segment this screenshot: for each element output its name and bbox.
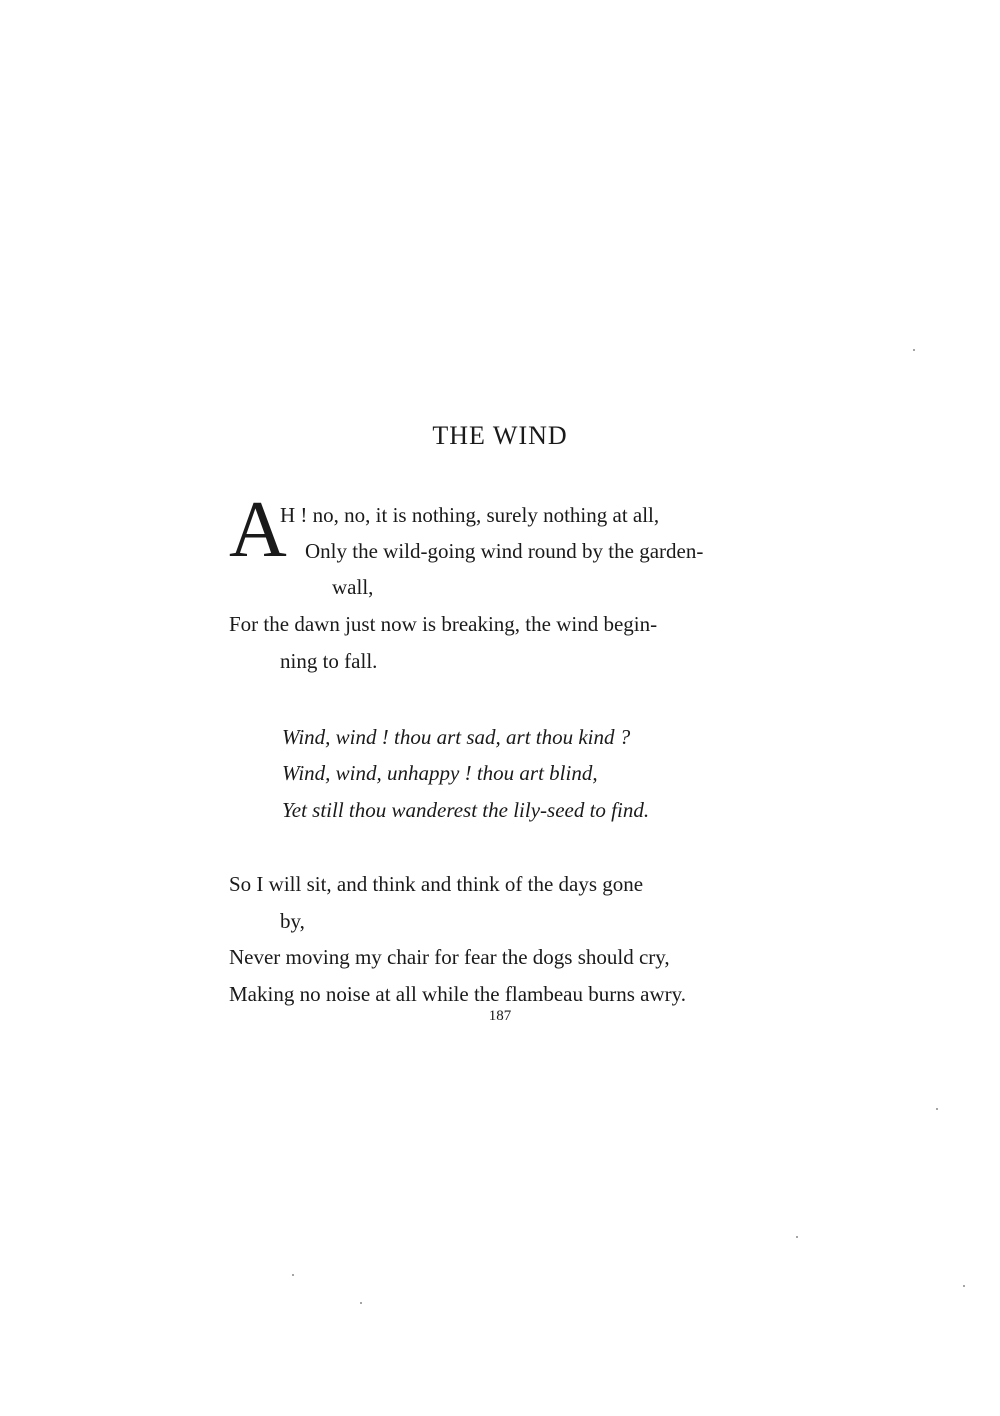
scan-speck: [292, 1274, 294, 1276]
scan-speck: [360, 1302, 362, 1304]
poem-title: THE WIND: [432, 421, 568, 450]
stanza2-line-2: by,: [280, 909, 305, 933]
stanza1-line-2: Only the wild-going wind round by the garden-: [305, 539, 704, 563]
stanza1-line-1: H ! no, no, it is nothing, surely nothing at all,: [280, 503, 660, 527]
stanza1-line-4: For the dawn just now is breaking, the wind begin-: [229, 612, 658, 636]
scan-speck: [796, 1236, 798, 1238]
stanza2-line-1: So I will sit, and think and think of the days gone: [229, 872, 644, 896]
scan-speck: [936, 1108, 938, 1110]
stanza2-line-3: Never moving my chair for fear the dogs should cry,: [229, 945, 670, 969]
refrain-line-2: Wind, wind, unhappy ! thou art blind,: [282, 761, 598, 785]
stanza1-line-5: ning to fall.: [280, 649, 378, 673]
drop-cap: A: [229, 486, 287, 574]
scan-speck: [913, 349, 915, 351]
page-number: 187: [488, 1008, 512, 1024]
refrain-line-3: Yet still thou wanderest the lily-seed to find.: [282, 798, 650, 822]
refrain-line-1: Wind, wind ! thou art sad, art thou kind ?: [282, 725, 631, 749]
stanza1-line-3: wall,: [332, 575, 374, 599]
scan-speck: [963, 1285, 965, 1287]
stanza2-line-4: Making no noise at all while the flambeau burns awry.: [229, 982, 687, 1006]
